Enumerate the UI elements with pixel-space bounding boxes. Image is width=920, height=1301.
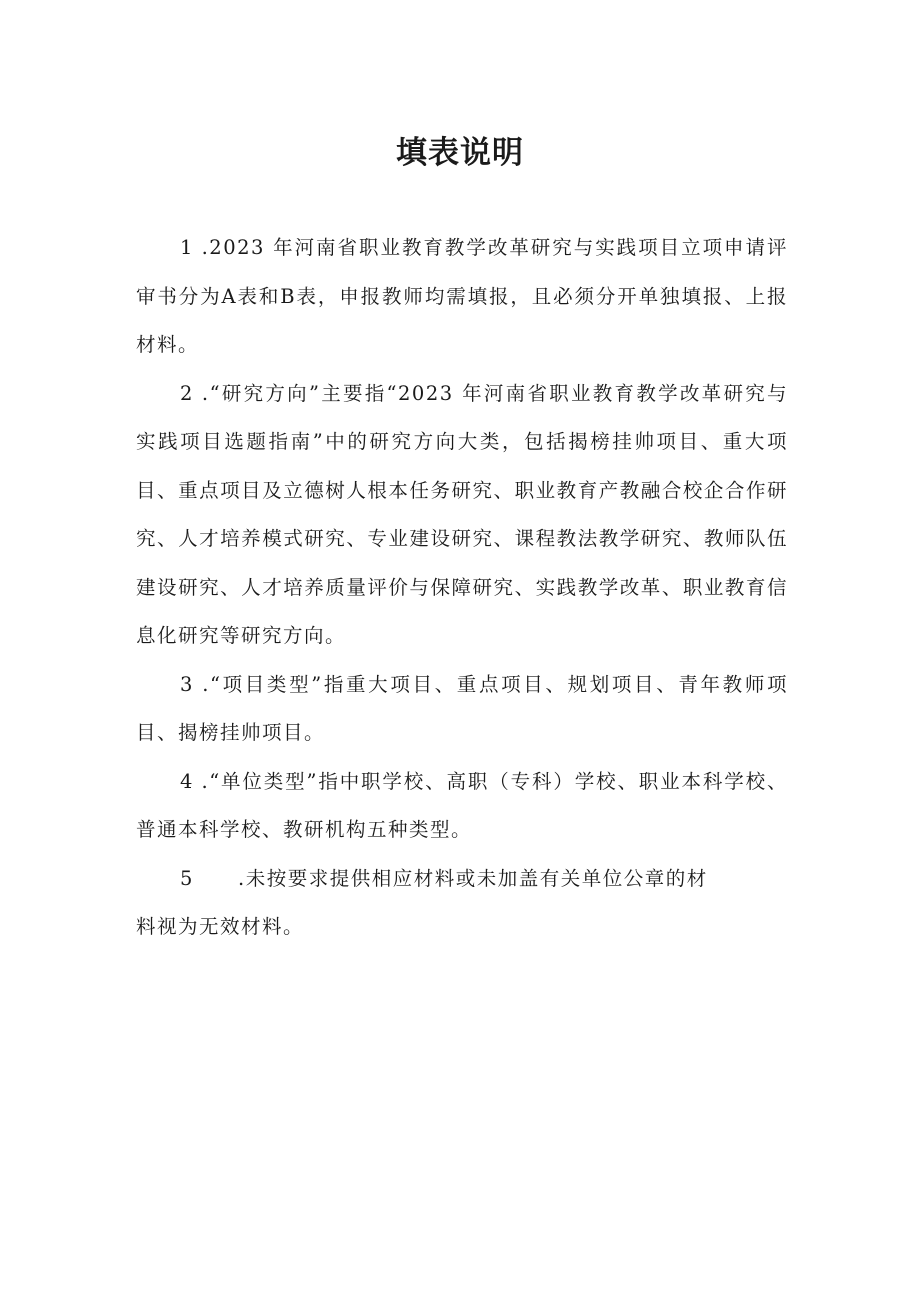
- paragraph-4: [136, 758, 788, 855]
- document-body: [136, 224, 788, 952]
- item-text: .“项目类型”指重大项目、重点项目、规划项目、青年教师项目、揭榜挂帅项目。: [136, 672, 788, 744]
- paragraph-1: [136, 224, 788, 370]
- paragraph-5: [136, 855, 788, 904]
- paragraph-3: [136, 661, 788, 758]
- item-text: 料视为无效材料。: [136, 915, 305, 938]
- item-number: 1: [180, 236, 194, 259]
- item-number: 2: [180, 381, 194, 405]
- item-number: 4: [180, 769, 194, 793]
- item-text: .2023 年河南省职业教育教学改革研究与实践项目立项申请评审书分为A表和B表，申报教师均需填报，且必须分开单独填报、上报材料。: [136, 236, 789, 356]
- paragraph-2: [136, 370, 788, 661]
- item-text: .“单位类型”指中职学校、高职（专科）学校、职业本科学校、普通本科学校、教研机构五种类型。: [136, 769, 789, 841]
- paragraph-5-continuation: [136, 903, 788, 952]
- item-text: .“研究方向”主要指“2023 年河南省职业教育教学改革研究与实践项目选题指南”中的研究方向大类，包括揭榜挂帅项目、重大项目、重点项目及立德树人根本任务研究、职业教育产教融合校企合作研究、人才培养模式研究、专业建设研究、课程教法教学研究、教师队伍建设研究、人才培养质量评价与保障研究、实践教学改革、职业教育信息化研究等研究方向。: [136, 381, 788, 647]
- item-number: 5: [180, 866, 194, 890]
- page-title: 填表说明: [396, 135, 524, 171]
- item-number: 3: [180, 672, 194, 696]
- item-text: .未按要求提供相应材料或未加盖有关单位公章的材: [238, 866, 708, 890]
